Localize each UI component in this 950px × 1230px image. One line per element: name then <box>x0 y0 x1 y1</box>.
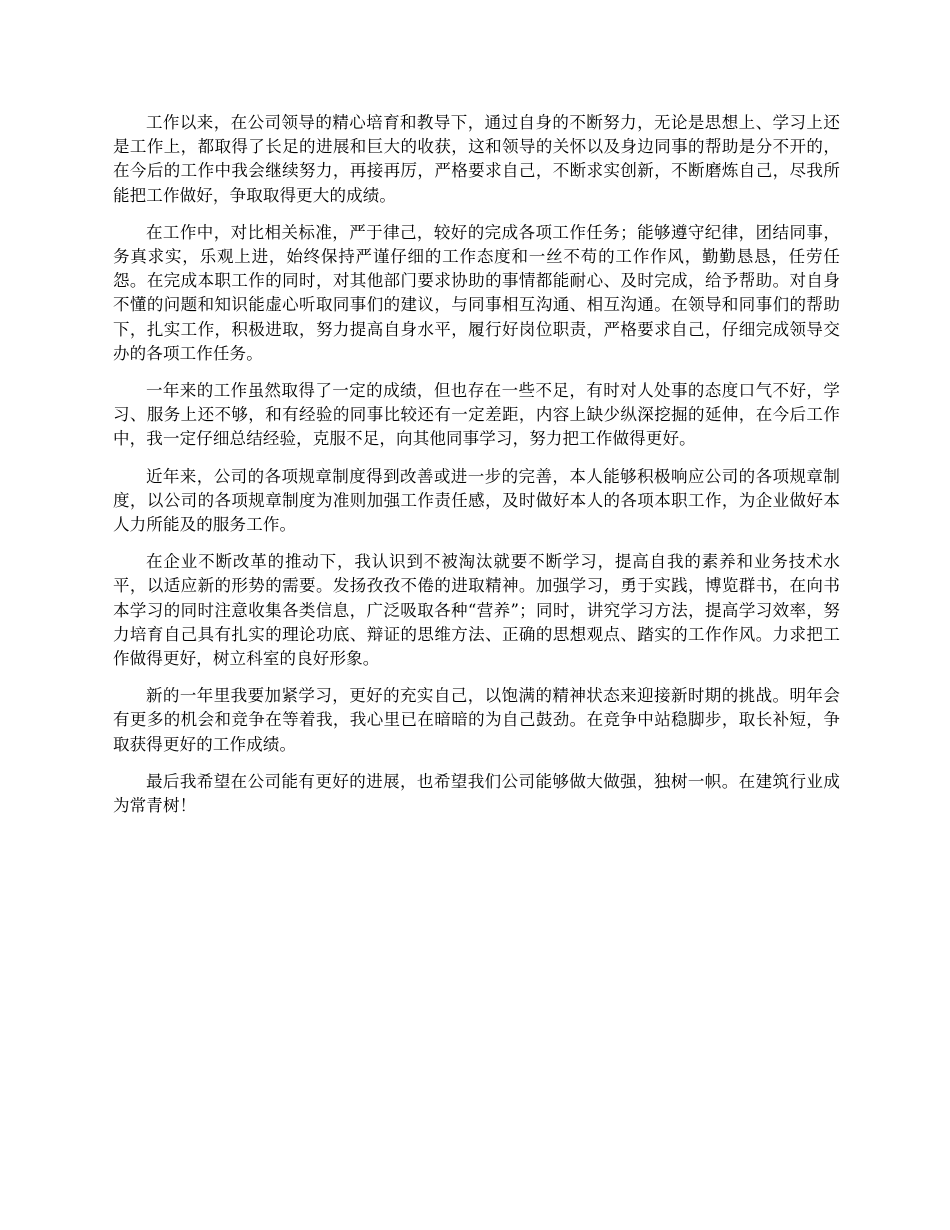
paragraph-3: 一年来的工作虽然取得了一定的成绩，但也存在一些不足，有时对人处事的态度口气不好，学习、服务上还不够，和有经验的同事比较还有一定差距，内容上缺少纵深挖掘的延伸，在今后工作中，我一定仔细总结经验，克服不足，向其他同事学习，努力把工作做得更好。 <box>113 381 840 449</box>
paragraph-4: 近年来，公司的各项规章制度得到改善或进一步的完善，本人能够积极响应公司的各项规章制度，以公司的各项规章制度为准则加强工作责任感，及时做好本人的各项本职工作，为企业做好本人力所能及的服务工作。 <box>113 466 840 535</box>
paragraph-7: 最后我希望在公司能有更好的进展，也希望我们公司能够做大做强，独树一帜。在建筑行业成为常青树！ <box>113 771 840 816</box>
paragraph-1: 工作以来，在公司领导的精心培育和教导下，通过自身的不断努力，无论是思想上、学习上还是工作上，都取得了长足的进展和巨大的收获，这和领导的关怀以及身边同事的帮助是分不开的，在今后的工作中我会继续努力，再接再厉，严格要求自己，不断求实创新，不断磨炼自己，尽我所能把工作做好，争取取得更大的成绩。 <box>113 113 840 205</box>
paragraph-6: 新的一年里我要加紧学习，更好的充实自己，以饱满的精神状态来迎接新时期的挑战。明年会有更多的机会和竞争在等着我，我心里已在暗暗的为自己鼓劲。在竞争中站稳脚步，取长补短，争取获得更好的工作成绩。 <box>113 686 840 754</box>
paragraph-2: 在工作中，对比相关标准，严于律己，较好的完成各项工作任务；能够遵守纪律，团结同事，务真求实，乐观上进，始终保持严谨仔细的工作态度和一丝不苟的工作作风，勤勤恳恳，任劳任怨。在完成本职工作的同时，对其他部门要求协助的事情都能耐心、及时完成，给予帮助。对自身不懂的问题和知识能虚心听取同事们的建议，与同事相互沟通、相互沟通。在领导和同事们的帮助下，扎实工作，积极进取，努力提高自身水平，履行好岗位职责，严格要求自己，仔细完成领导交办的各项工作任务。 <box>113 222 840 363</box>
document-body <box>113 111 840 831</box>
paragraph-5: 在企业不断改革的推动下，我认识到不被淘汰就要不断学习，提高自我的素养和业务技术水平，以适应新的形势的需要。发扬孜孜不倦的进取精神。加强学习，勇于实践，博览群书，在向书本学习的同时注意收集各类信息，广泛吸取各种“营养”；同时，讲究学习方法，提高学习效率，努力培育自己具有扎实的理论功底、辩证的思维方法、正确的思想观点、踏实的工作作风。力求把工作做得更好，树立科室的良好形象。 <box>113 552 840 669</box>
